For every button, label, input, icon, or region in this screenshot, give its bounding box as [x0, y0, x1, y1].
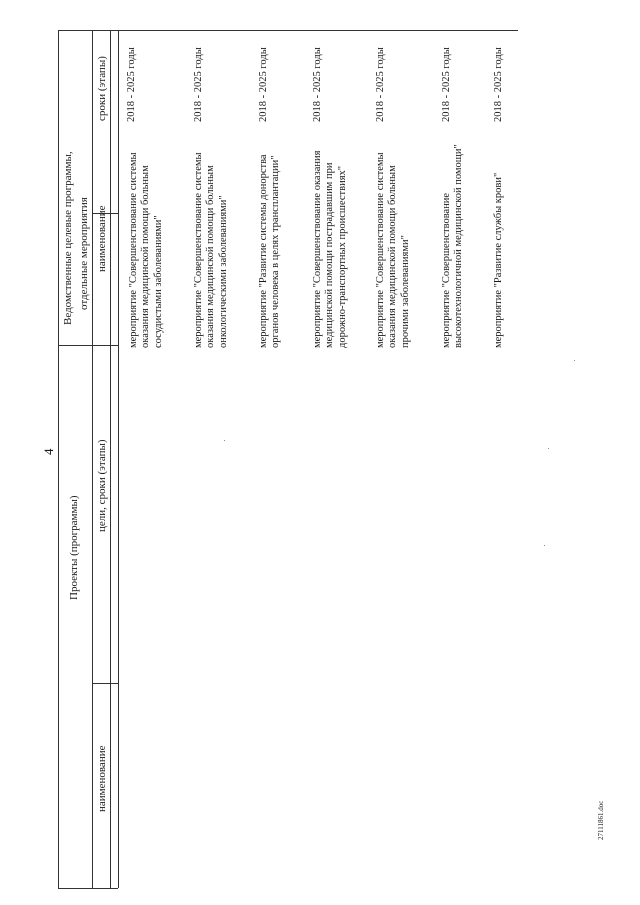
- row-term: 2018 - 2025 годы: [258, 47, 269, 122]
- row-term: 2018 - 2025 годы: [493, 47, 504, 122]
- row-term: 2018 - 2025 годы: [441, 47, 452, 122]
- row-name: мероприятие "Совершенствование системы оказания медицинской помощи больным сосудистыми заболеваниями": [128, 152, 164, 348]
- page-number: 4: [41, 448, 56, 455]
- file-label: 27111861.doc: [597, 800, 605, 840]
- row-term: 2018 - 2025 годы: [312, 47, 323, 122]
- scan-speck: [224, 440, 225, 441]
- col-goals-left: цели, сроки (этапы): [96, 439, 108, 532]
- group-left-title: Проекты (программы): [68, 495, 80, 600]
- row-name: мероприятие "Развитие службы крови": [493, 172, 504, 348]
- row-name: мероприятие "Совершенствование высокотехнологичной медицинской помощи": [441, 144, 465, 348]
- row-term: 2018 - 2025 годы: [126, 47, 137, 122]
- group-right-title-line1: Ведомственные целевые программы,: [62, 151, 74, 325]
- group-right-title-line2: отдельные мероприятия: [78, 197, 90, 310]
- row-name: мероприятие "Совершенствование системы оказания медицинской помощи больным прочими заболеваниями": [375, 152, 411, 348]
- scan-speck: [574, 360, 575, 361]
- col-name-right: наименование: [96, 205, 108, 272]
- col-terms-right: сроки (этапы): [96, 56, 108, 121]
- row-name: мероприятие "Совершенствование системы оказания медицинской помощи больным онкологическими заболеваниями": [193, 152, 229, 348]
- row-term: 2018 - 2025 годы: [375, 47, 386, 122]
- col-name-left: наименование: [96, 745, 108, 812]
- scan-speck: [548, 448, 549, 449]
- row-name: мероприятие "Совершенствование оказания медицинской помощи пострадавшим при дорожно-транспортных происшествиях": [312, 150, 348, 348]
- row-name: мероприятие "Развитие системы донорства органов человека в целях трансплантации": [258, 154, 282, 348]
- row-term: 2018 - 2025 годы: [193, 47, 204, 122]
- scan-speck: [544, 545, 545, 546]
